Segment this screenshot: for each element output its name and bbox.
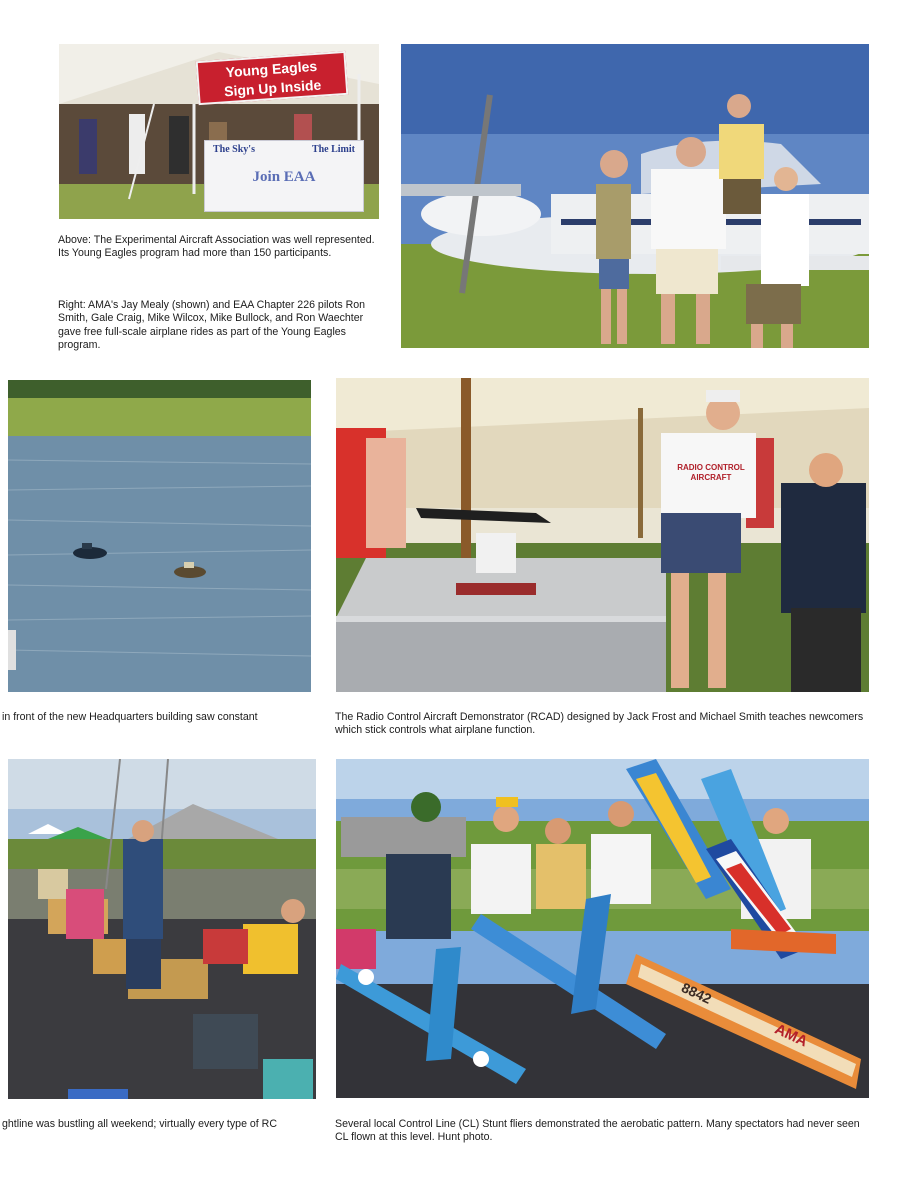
caption-control-line	[335, 1118, 875, 1145]
caption-eaa-text: Above: The Experimental Aircraft Association was well represented. Its Young Eagles program had more than 150 participants.	[58, 234, 375, 260]
caption-pond	[2, 711, 312, 724]
caption-rcad-text: The Radio Control Aircraft Demonstrator (RCAD) designed by Jack Frost and Michael Smith teaches newcomers which stick controls what airplane function.	[335, 711, 864, 737]
photo-eaa-tent	[59, 44, 379, 219]
caption-rides-text: Right: AMA's Jay Mealy (shown) and EAA Chapter 226 pilots Ron Smith, Gale Craig, Mike Wilcox, Mike Bullock, and Ron Waechter gave free full-scale airplane rides as part of the Young Eagles program.	[58, 299, 366, 352]
caption-control-line-text: Several local Control Line (CL) Stunt fliers demonstrated the aerobatic pattern. Many spectators had never seen CL flown at this level. Hunt photo.	[335, 1118, 860, 1144]
photo-flightline	[8, 759, 316, 1099]
photo-rcad-demonstrator	[336, 378, 869, 692]
banner-line-2: Sign Up Inside	[223, 76, 322, 100]
join-eaa-sign	[204, 140, 364, 212]
plane-ama-lettering: AMA	[772, 1020, 811, 1051]
sign-line-1: The Sky's	[213, 144, 255, 155]
photo-control-line-stunt	[336, 759, 869, 1098]
caption-airplane-rides	[58, 299, 380, 353]
sign-line-3: Join EAA	[252, 169, 316, 185]
caption-rcad	[335, 711, 875, 738]
photo-airplane-rides	[401, 44, 869, 348]
photo-boat-pond	[8, 380, 311, 692]
plane-number-label: 8842	[679, 979, 715, 1007]
rcad-shirt-text: RADIO CONTROL AIRCRAFT	[677, 463, 745, 482]
banner-line-1: Young Eagles	[225, 57, 318, 81]
caption-flightline	[2, 1118, 320, 1131]
sign-line-2: The Limit	[311, 144, 355, 155]
caption-pond-text: in front of the new Headquarters building saw constant	[2, 711, 258, 723]
caption-flightline-text: ghtline was bustling all weekend; virtually every type of RC	[2, 1118, 277, 1130]
caption-eaa	[58, 234, 380, 261]
